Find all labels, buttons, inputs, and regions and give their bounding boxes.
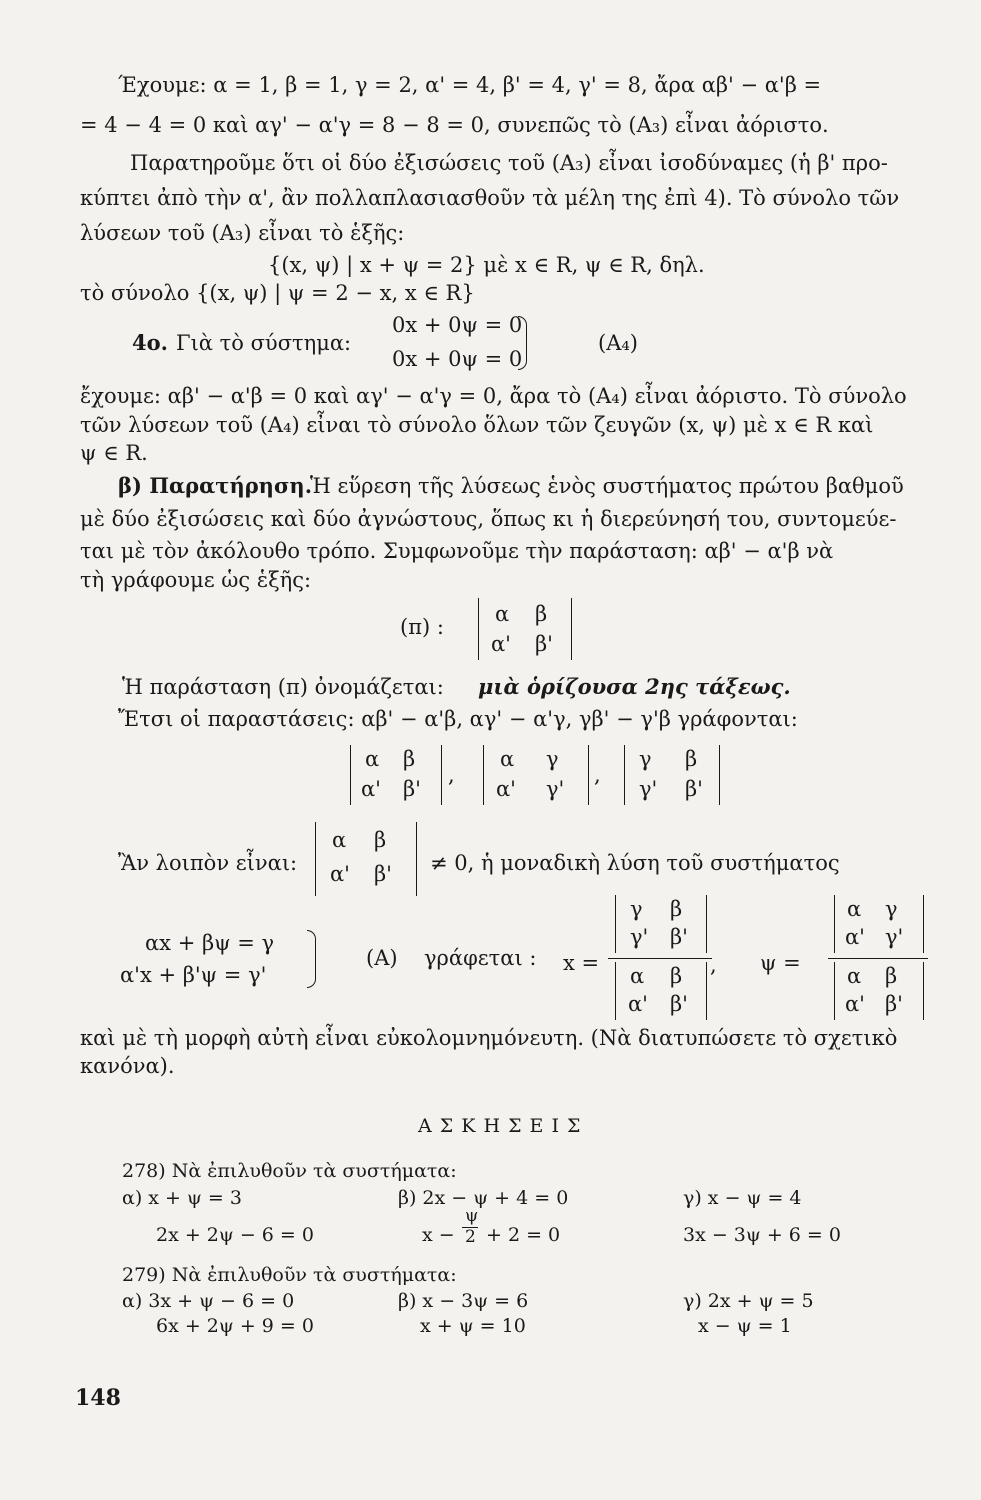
text-line: ἔχουμε: αβ' − α'β = 0 καὶ αγ' − α'γ = 0, ἄρα τὸ (Α₄) εἶναι ἀόριστο. Τὸ σύνολο: [80, 384, 907, 408]
det-cell: γ': [885, 925, 904, 949]
det-cell: β': [403, 777, 421, 801]
separator: ,: [594, 763, 601, 787]
det-cell: β': [670, 925, 688, 949]
solution-set: {(x, ψ) | x + ψ = 2} μὲ x ∈ R, ψ ∈ R, δηλ.: [268, 253, 705, 277]
text-line: τῶν λύσεων τοῦ (Α₄) εἶναι τὸ σύνολο ὅλων τῶν ζευγῶν (x, ψ) μὲ x ∈ R καὶ: [80, 413, 874, 437]
det-cell: γ: [885, 897, 898, 921]
determinant-psi-numerator: [834, 895, 924, 953]
system-brace: [307, 930, 316, 988]
case-number: 4ο.: [132, 330, 168, 355]
equation: 0x + 0ψ = 0: [392, 313, 523, 337]
text-line: Γιὰ τὸ σύστημα:: [176, 331, 352, 355]
page-number: 148: [75, 1385, 121, 1411]
pi-label: (π) :: [400, 615, 444, 639]
separator: ,: [448, 763, 455, 787]
system-label: (Α₄): [598, 331, 638, 355]
x-equals: x =: [563, 951, 600, 975]
det-cell: β: [374, 828, 387, 852]
det-cell: β': [685, 777, 703, 801]
det-cell: β: [535, 602, 548, 626]
text-line: καὶ μὲ τὴ μορφὴ αὐτὴ εἶναι εὐκολομνημόνευτη. (Νὰ διατυπώσετε τὸ σχετικὸ: [80, 1026, 898, 1050]
det-cell: γ: [639, 747, 652, 771]
ex278-b1: β) 2x − ψ + 4 = 0: [398, 1187, 569, 1209]
ex278-a1: α) x + ψ = 3: [122, 1187, 242, 1209]
text-line: τὴ γράφουμε ὡς ἑξῆς:: [80, 568, 312, 592]
system-label: (Α): [366, 946, 398, 970]
det-cell: β': [670, 992, 688, 1016]
text-line: Ἔτσι οἱ παραστάσεις: αβ' − α'β, αγ' − α'γ, γβ' − γ'β γράφονται:: [118, 707, 798, 731]
determinant-pi: [478, 598, 572, 660]
text-line: Παρατηροῦμε ὅτι οἱ δύο ἐξισώσεις τοῦ (Α₃) εἶναι ἰσοδύναμες (ἡ β' προ-: [130, 151, 888, 175]
text-line: γράφεται :: [424, 946, 537, 970]
exercise-278: 278) Νὰ ἐπιλυθοῦν τὰ συστήματα:: [122, 1160, 457, 1182]
determinant-x-denominator: [615, 962, 707, 1020]
ex279-c1: γ) 2x + ψ = 5: [683, 1290, 814, 1312]
equation: α'x + β'ψ = γ': [120, 963, 267, 987]
det-cell: α': [845, 992, 865, 1016]
remark-heading: β) Παρατήρηση.: [118, 473, 313, 498]
text-line: = 4 − 4 = 0 καὶ αγ' − α'γ = 8 − 8 = 0, συνεπῶς τὸ (Α₃) εἶναι ἀόριστο.: [80, 113, 829, 137]
text-line: τὸ σύνολο {(x, ψ) | ψ = 2 − x, x ∈ R}: [80, 281, 475, 305]
text-line: ψ ∈ R.: [80, 441, 148, 465]
ex278-c1: γ) x − ψ = 4: [683, 1187, 802, 1209]
fraction-bar: [828, 958, 928, 959]
det-cell: γ': [546, 777, 565, 801]
ex279-a1: α) 3x + ψ − 6 = 0: [122, 1290, 295, 1312]
ex278-a2: 2x + 2ψ − 6 = 0: [156, 1224, 314, 1246]
det-cell: α': [491, 632, 511, 656]
text-line: Έχουμε: α = 1, β = 1, γ = 2, α' = 4, β' = 4, γ' = 8, ἄρα αβ' − α'β =: [118, 73, 822, 97]
det-cell: α': [845, 925, 865, 949]
determinant-x-numerator: [615, 895, 707, 953]
det-cell: γ: [630, 897, 643, 921]
ex278-b2-rest: + 2 = 0: [486, 1224, 561, 1246]
text-line: Ἡ εὕρεση τῆς λύσεως ἑνὸς συστήματος πρώτου βαθμοῦ: [310, 474, 904, 498]
text-line: λύσεων τοῦ (Α₃) εἶναι τὸ ἑξῆς:: [80, 221, 405, 245]
det-cell: α': [496, 777, 516, 801]
system-brace: [518, 316, 527, 370]
text-line: Ἡ παράσταση (π) ὀνομάζεται:: [122, 675, 444, 699]
ex278-b2: x −: [422, 1224, 455, 1246]
fraction-bar: [608, 958, 712, 959]
text-line: κύπτει ἀπὸ τὴν α', ἂν πολλαπλασιασθοῦν τὰ μέλη της ἐπὶ 4). Τὸ σύνολο τῶν: [80, 186, 900, 210]
det-cell: γ': [630, 925, 649, 949]
text-line: ται μὲ τὸν ἀκόλουθο τρόπο. Συμφωνοῦμε τὴν παράσταση: αβ' − α'β νὰ: [80, 539, 834, 563]
det-cell: β: [885, 964, 898, 988]
determinant-ag: [483, 745, 589, 805]
det-cell: β': [535, 632, 553, 656]
ex279-b2: x + ψ = 10: [420, 1315, 526, 1337]
text-line: Ἂν λοιπὸν εἶναι:: [118, 851, 298, 875]
det-cell: β: [670, 897, 683, 921]
det-cell: α': [628, 992, 648, 1016]
ex278-b2-numerator: ψ: [465, 1206, 479, 1226]
equation: αx + βψ = γ: [145, 931, 275, 955]
exercises-title: Α Σ Κ Η Σ Ε Ι Σ: [418, 1115, 582, 1137]
separator: ,: [710, 953, 717, 977]
det-cell: β': [374, 862, 392, 886]
psi-equals: ψ =: [760, 951, 801, 975]
det-cell: α: [630, 964, 645, 988]
det-cell: α: [495, 602, 510, 626]
exercise-279: 279) Νὰ ἐπιλυθοῦν τὰ συστήματα:: [122, 1264, 457, 1286]
determinant-condition: [315, 822, 417, 896]
determinant-gb: [624, 745, 720, 805]
det-cell: α': [361, 777, 381, 801]
definition-term: μιὰ ὁρίζουσα 2ης τάξεως.: [478, 674, 791, 699]
det-cell: β': [885, 992, 903, 1016]
text-line: ≠ 0, ἡ μοναδικὴ λύση τοῦ συστήματος: [430, 851, 840, 875]
equation: 0x + 0ψ = 0: [392, 347, 523, 371]
determinant-psi-denominator: [834, 962, 924, 1020]
det-cell: α: [365, 747, 380, 771]
text-line: κανόνα).: [80, 1054, 175, 1078]
det-cell: γ: [546, 747, 559, 771]
ex278-b2-denominator: 2: [465, 1227, 476, 1247]
ex279-a2: 6x + 2ψ + 9 = 0: [156, 1315, 314, 1337]
ex279-b1: β) x − 3ψ = 6: [398, 1290, 529, 1312]
det-cell: α: [847, 897, 862, 921]
ex278-c2: 3x − 3ψ + 6 = 0: [683, 1224, 841, 1246]
det-cell: γ': [639, 777, 658, 801]
det-cell: β: [685, 747, 698, 771]
det-cell: β: [403, 747, 416, 771]
det-cell: α: [332, 828, 347, 852]
det-cell: α: [500, 747, 515, 771]
det-cell: α': [330, 862, 350, 886]
det-cell: α: [847, 964, 862, 988]
det-cell: β: [670, 964, 683, 988]
ex279-c2: x − ψ = 1: [698, 1315, 792, 1337]
text-line: μὲ δύο ἐξισώσεις καὶ δύο ἀγνώστους, ὅπως κι ἡ διερεύνησή του, συντομεύε-: [80, 507, 897, 531]
determinant-ab: [350, 745, 442, 805]
